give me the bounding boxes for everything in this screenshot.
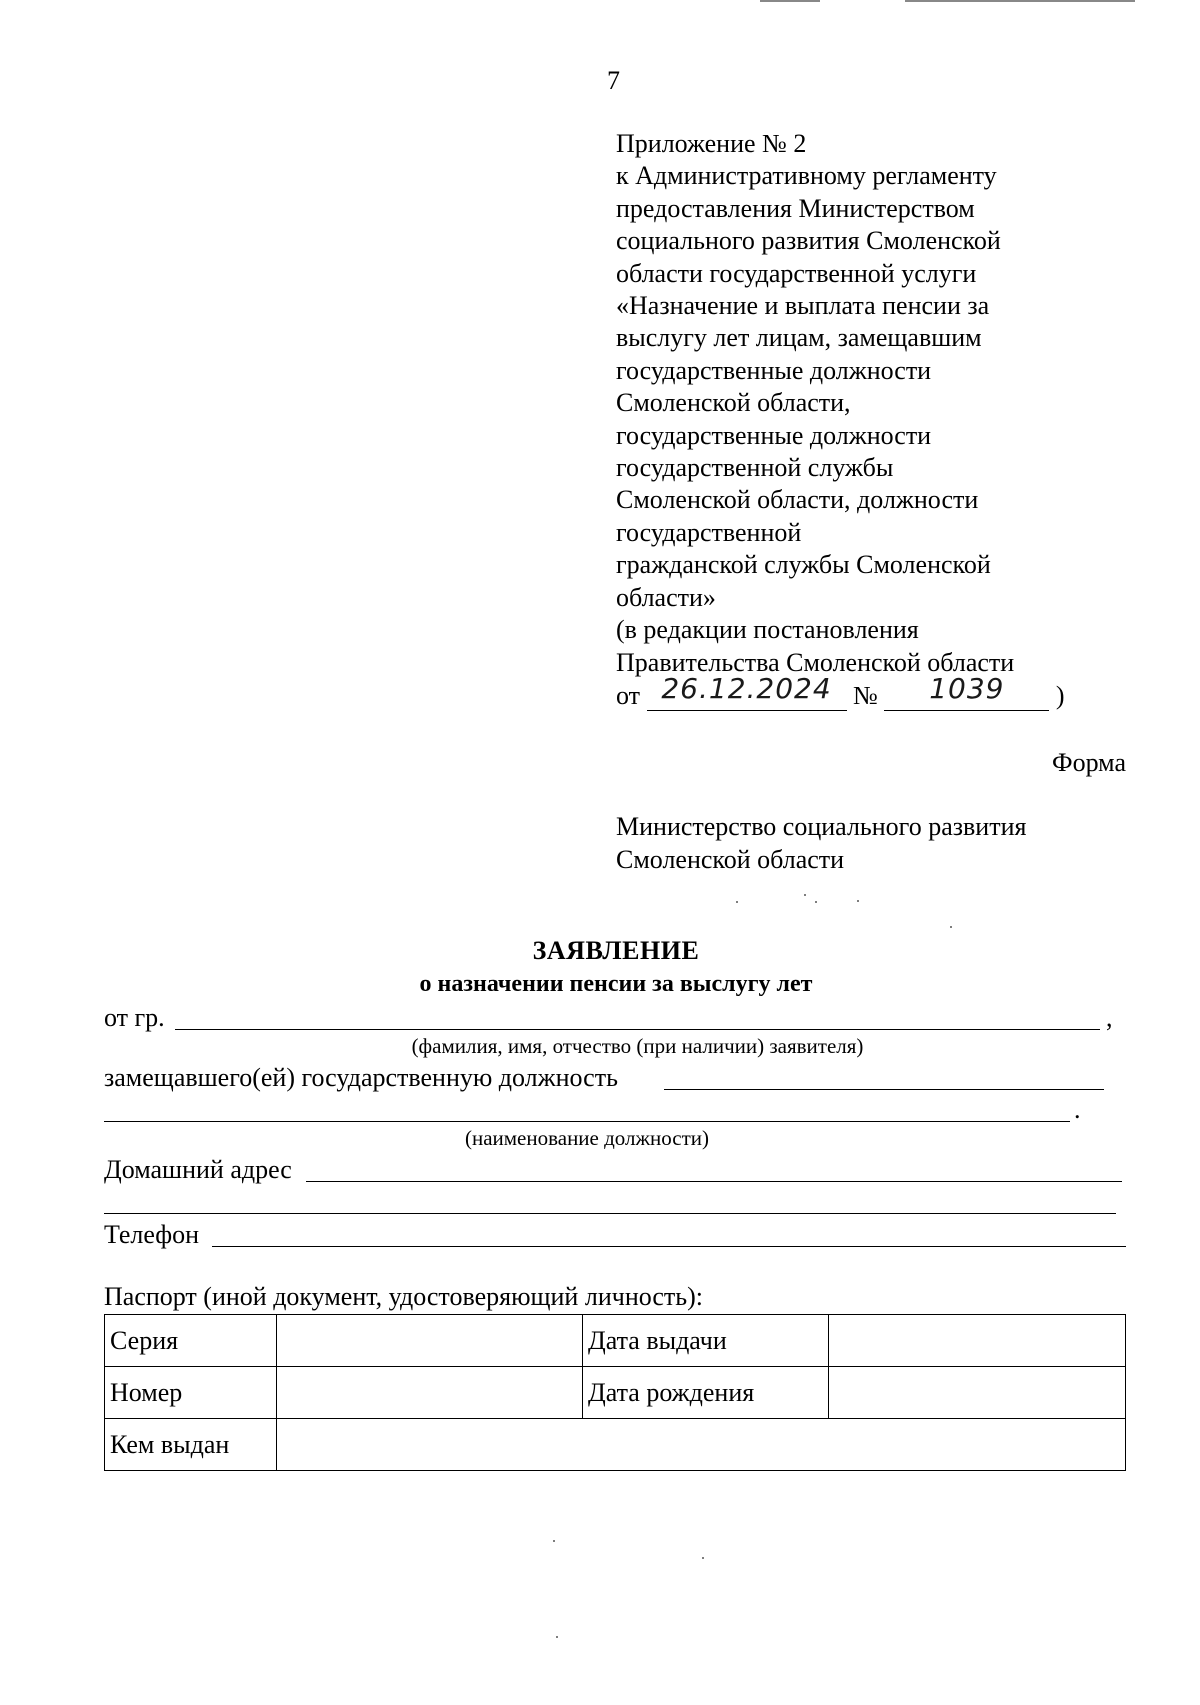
appendix-line: государственные должности: [616, 355, 932, 385]
appendix-line: Смоленской области,: [616, 388, 851, 418]
table-row: [105, 1367, 1126, 1419]
number-value-cell[interactable]: [277, 1367, 583, 1419]
ministry-line: Смоленской области: [616, 845, 845, 874]
scan-dot: [857, 900, 859, 902]
scan-dot: [556, 1636, 558, 1638]
appendix-line: (в редакции постановления: [616, 615, 919, 645]
appendix-line: Правительства Смоленской области: [616, 647, 1015, 677]
ministry-line: Министерство социального развития: [616, 812, 1027, 841]
appendix-line: Приложение № 2: [616, 129, 807, 158]
number-label: Номер: [105, 1367, 277, 1419]
table-row: [105, 1419, 1126, 1471]
issued-by-value-cell[interactable]: [277, 1419, 1126, 1471]
scan-dot: [553, 1540, 555, 1542]
appendix-line: гражданской службы Смоленской: [616, 550, 991, 580]
resolution-date-line: [616, 672, 1065, 711]
issue-date-label: Дата выдачи: [583, 1315, 829, 1367]
handwritten-date: 26.12.2024: [661, 672, 832, 705]
position-field[interactable]: [664, 1089, 1104, 1090]
position-dot: .: [1074, 1095, 1081, 1124]
scan-dot: [815, 901, 817, 903]
birth-date-value-cell[interactable]: [829, 1367, 1126, 1419]
scan-mark: [905, 0, 1135, 2]
table-row: [105, 1315, 1126, 1367]
appendix-line: выслугу лет лицам, замещавшим: [616, 323, 982, 353]
position-label: замещавшего(ей) государственную должность: [104, 1063, 618, 1092]
applicant-name-label: от гр.: [104, 1003, 165, 1032]
appendix-line: государственной: [616, 517, 802, 547]
position-field-continued[interactable]: [104, 1121, 1070, 1122]
phone-field[interactable]: [212, 1246, 1126, 1247]
address-label: Домашний адрес: [104, 1155, 292, 1184]
issue-date-value-cell[interactable]: [829, 1315, 1126, 1367]
appendix-line: предоставления Министерством: [616, 193, 975, 223]
handwritten-number: 1039: [929, 672, 1005, 705]
page-number: 7: [607, 66, 620, 95]
form-label: Форма: [1052, 748, 1126, 777]
addressee-ministry: [616, 810, 1026, 876]
appendix-header: [616, 128, 1156, 679]
scan-dot: [804, 894, 806, 896]
resolution-number-field: [884, 672, 1049, 711]
series-label: Серия: [105, 1315, 277, 1367]
scan-dot: [736, 901, 738, 903]
appendix-line: к Административному регламенту: [616, 161, 997, 191]
series-value-cell[interactable]: [277, 1315, 583, 1367]
appendix-line: области государственной услуги: [616, 258, 977, 288]
position-hint: (наименование должности): [464, 1126, 710, 1150]
appendix-line: «Назначение и выплата пенсии за: [616, 291, 990, 321]
applicant-name-hint: (фамилия, имя, отчество (при наличии) заявителя): [411, 1034, 864, 1058]
number-sign: №: [853, 681, 878, 710]
appendix-line: социального развития Смоленской: [616, 226, 1001, 256]
passport-table: [104, 1314, 1126, 1471]
appendix-line: государственной службы: [616, 453, 894, 483]
applicant-name-comma: ,: [1106, 1003, 1113, 1032]
appendix-line: Смоленской области, должности: [616, 485, 979, 515]
address-field[interactable]: [306, 1181, 1122, 1182]
closing-paren: ): [1055, 681, 1065, 710]
document-title: ЗАЯВЛЕНИЕ: [532, 936, 700, 965]
date-prefix: от: [616, 681, 641, 710]
address-field-continued[interactable]: [104, 1213, 1116, 1214]
scan-dot: [702, 1557, 704, 1559]
resolution-date-field: [647, 672, 847, 711]
scan-dot: [950, 926, 952, 928]
issued-by-label: Кем выдан: [105, 1419, 277, 1471]
document-subtitle: о назначении пенсии за выслугу лет: [419, 971, 813, 997]
phone-label: Телефон: [104, 1220, 200, 1249]
applicant-name-field[interactable]: [175, 1029, 1100, 1030]
appendix-line: государственные должности: [616, 420, 932, 450]
birth-date-label: Дата рождения: [583, 1367, 829, 1419]
appendix-line: области»: [616, 582, 716, 612]
scan-mark: [760, 0, 820, 2]
passport-label: Паспорт (иной документ, удостоверяющий личность):: [104, 1282, 704, 1311]
